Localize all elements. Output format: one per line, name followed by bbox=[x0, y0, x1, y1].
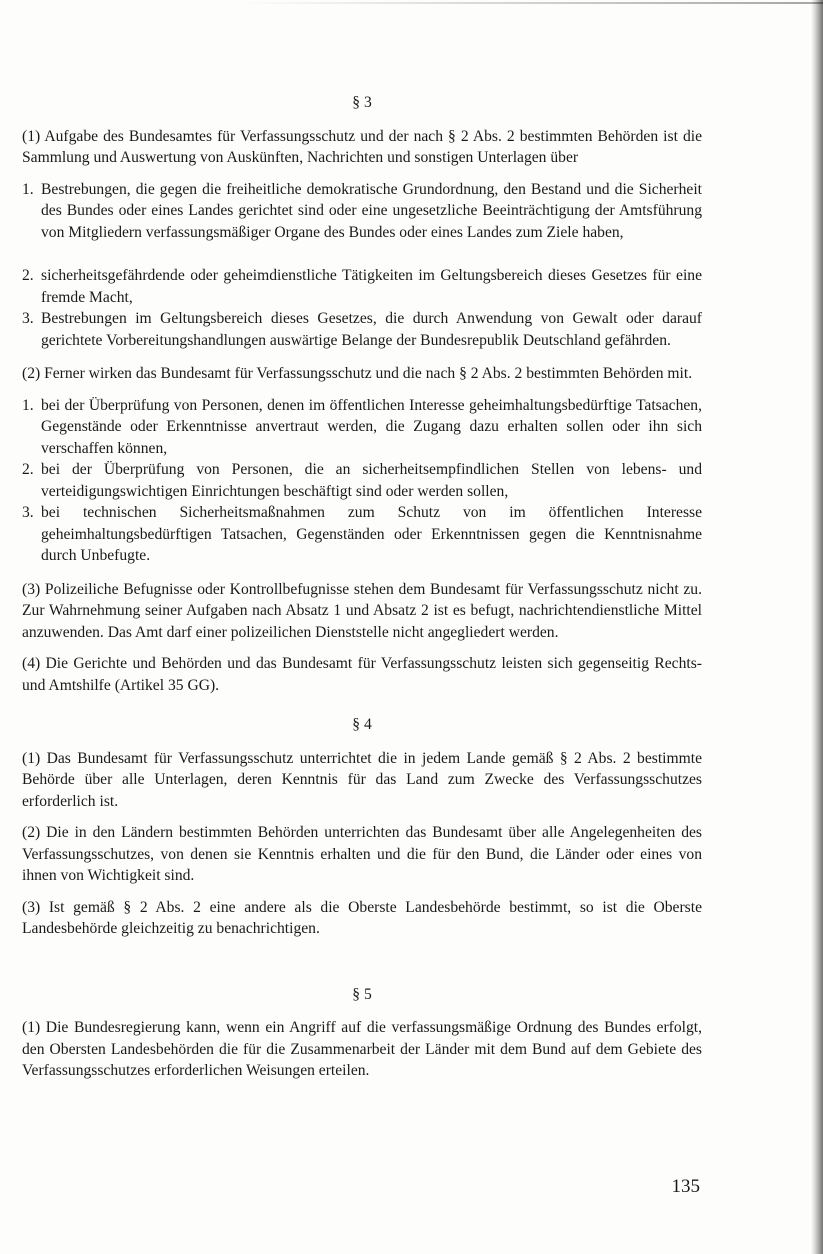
list-item-number: 2. bbox=[22, 267, 34, 284]
scan-edge-line bbox=[240, 2, 823, 4]
paragraph-3-2: (2) Ferner wirken das Bundesamt für Verfassungsschutz und die nach § 2 Abs. 2 bestimmten Behörden mit. bbox=[22, 365, 693, 382]
list-item-text: bei der Überprüfung von Personen, die an sicherheitsempfindlichen Stellen von lebens- und verteidigungswichtigen Einrichtungen beschäftigt sind oder werden sollen, bbox=[41, 461, 702, 500]
section-heading-3: § 3 bbox=[352, 94, 372, 111]
list-item bbox=[22, 265, 702, 308]
list-item-number: 3. bbox=[22, 504, 34, 521]
list-item-text: bei der Überprüfung von Personen, denen im öffentlichen Interesse geheimhaltungsbedürftige Tatsachen, Gegenstände oder Erkenntnisse anvertraut werden, die Zugang dazu erhalten sollen oder ihn sich verschaffen können, bbox=[41, 396, 702, 457]
section-heading-5: § 5 bbox=[352, 985, 372, 1003]
section-heading-4: § 4 bbox=[352, 716, 372, 733]
list-item-text: bei technischen Sicherheitsmaßnahmen zum Schutz von im öffentlichen Interesse geheimhaltungsbedürftigen Tatsachen, Gegenständen oder Erkenntnissen gegen die Kenntnisnahme durch Unbefugte. bbox=[41, 504, 702, 564]
list-item-text: Bestrebungen im Geltungsbereich dieses Gesetzes, die durch Anwendung von Gewalt oder darauf gerichtete Vorbereitungshandlungen auswärtige Belange der Bundesrepublik Deutschland gefährden. bbox=[41, 310, 702, 349]
list-item bbox=[22, 395, 702, 460]
list-item-number: 3. bbox=[22, 310, 34, 327]
paragraph-3-1: (1) Aufgabe des Bundesamtes für Verfassungsschutz und der nach § 2 Abs. 2 bestimmten Behörden ist die Sammlung und Auswertung von Auskünften, Nachrichten und sonstigen Unterlagen über bbox=[22, 127, 702, 166]
document-body bbox=[22, 92, 702, 1092]
list-3-2 bbox=[22, 395, 702, 567]
list-item-text: Bestrebungen, die gegen die freiheitliche demokratische Grundordnung, den Bestand und die Sicherheit des Bundes oder eines Landes gerichtet sind oder eine ungesetzliche Beeinträchtigung der Amtsführung von Mitgliedern verfassungsmäßiger Organe des Bundes oder eines Landes zum Ziele haben, bbox=[41, 180, 702, 241]
paragraph-4-2: (2) Die in den Ländern bestimmten Behörden unterrichten das Bundesamt über alle Angelegenheiten des Verfassungsschutzes, von denen sie Kenntnis erhalten und die für den Bund, die Länder oder eines von ihnen von Wichtigkeit sind. bbox=[22, 824, 702, 884]
page-number: 135 bbox=[671, 1176, 700, 1197]
list-item-number: 1. bbox=[22, 396, 34, 414]
list-item bbox=[22, 459, 702, 502]
list-item bbox=[22, 179, 702, 244]
list-item bbox=[22, 308, 702, 351]
list-item-number: 1. bbox=[22, 180, 34, 198]
paragraph-5-1: (1) Die Bundesregierung kann, wenn ein Angriff auf die verfassungsmäßige Ordnung des Bundes erfolgt, den Obersten Landesbehörden die für die Zusammenarbeit der Länder mit dem Bund auf dem Gebiete des Verfassungsschutzes erforderlichen Weisungen erteilen. bbox=[22, 1019, 702, 1079]
paragraph-3-3: (3) Polizeiliche Befugnisse oder Kontrollbefugnisse stehen dem Bundesamt für Verfassungsschutz nicht zu. Zur Wahrnehmung seiner Aufgaben nach Absatz 1 und Absatz 2 ist es befugt, nachrichtendienstliche Mittel anzuwenden. Das Amt darf einer polizeilichen Dienststelle nicht angegliedert werden. bbox=[22, 580, 702, 641]
list-item-text: sicherheitsgefährdende oder geheimdienstliche Tätigkeiten im Geltungsbereich dieses Gesetzes für eine fremde Macht, bbox=[41, 267, 702, 306]
paragraph-4-1: (1) Das Bundesamt für Verfassungsschutz unterrichtet die in jedem Lande gemäß § 2 Abs. 2 bestimmte Behörde über alle Unterlagen, deren Kenntnis für das Land zum Zwecke des Verfassungsschutzes erforderlich ist. bbox=[22, 749, 702, 810]
paragraph-4-3: (3) Ist gemäß § 2 Abs. 2 eine andere als die Oberste Landesbehörde bestimmt, so ist die Oberste Landesbehörde gleichzeitig zu benachrichtigen. bbox=[22, 898, 702, 937]
list-3-1 bbox=[22, 179, 702, 352]
page-binding-shadow bbox=[811, 0, 823, 1254]
list-item bbox=[22, 502, 702, 567]
list-item-number: 2. bbox=[22, 461, 34, 478]
paragraph-3-4: (4) Die Gerichte und Behörden und das Bundesamt für Verfassungsschutz leisten sich gegenseitig Rechts- und Amtshilfe (Artikel 35 GG). bbox=[22, 655, 702, 694]
